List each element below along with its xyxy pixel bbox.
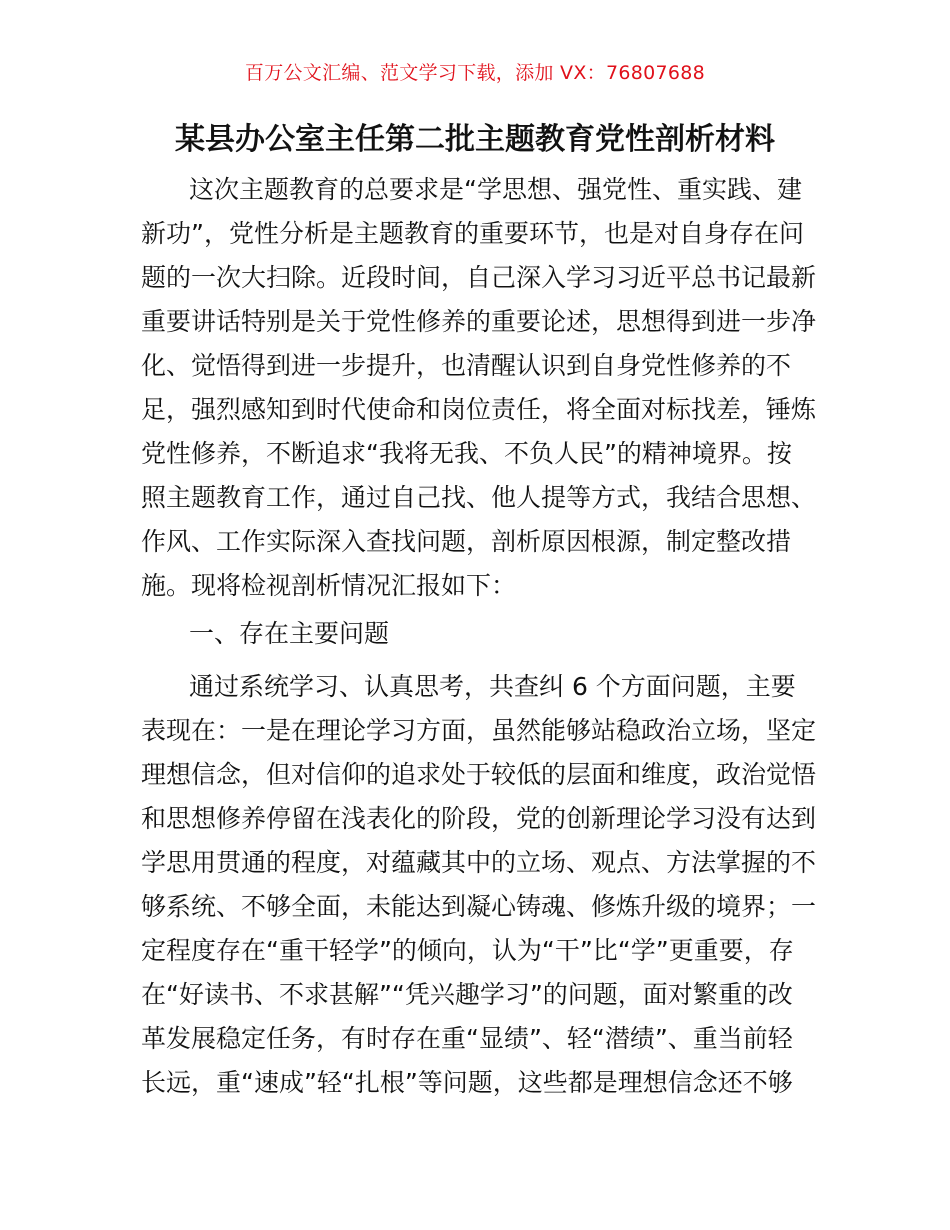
paragraph-line: 党性修养，不断追求“我将无我、不负人民”的精神境界。按 [141, 439, 792, 468]
paragraph-line: 题的一次大扫除。近段时间，自己深入学习习近平总书记最新 [141, 263, 817, 292]
paragraph-line: 革发展稳定任务，有时存在重“显绩”、轻“潜绩”、重当前轻 [141, 1024, 793, 1053]
paragraph-line: 作风、工作实际深入查找问题，剖析原因根源，制定整改措 [141, 527, 792, 556]
paragraph-line: 足，强烈感知到时代使命和岗位责任，将全面对标找差，锤炼 [141, 395, 817, 424]
paragraph-line: 化、觉悟得到进一步提升，也清醒认识到自身党性修养的不 [141, 351, 792, 380]
paragraph-line: 够系统、不够全面，未能达到凝心铸魂、修炼升级的境界；一 [141, 892, 817, 921]
watermark-text: 百万公文汇编、范文学习下载，添加 VX：76807688 [244, 62, 706, 84]
paragraph-line: 和思想修养停留在浅表化的阶段，党的创新理论学习没有达到 [141, 804, 817, 833]
paragraph-line: 照主题教育工作，通过自己找、他人提等方式，我结合思想、 [141, 483, 817, 512]
paragraph-line: 这次主题教育的总要求是“学思想、强党性、重实践、建 [189, 175, 802, 204]
paragraph-line: 通过系统学习、认真思考，共查纠 6 个方面问题，主要 [189, 672, 796, 701]
paragraph-line: 在“好读书、不求甚解”“凭兴趣学习”的问题，面对繁重的改 [141, 980, 793, 1009]
paragraph-line: 理想信念，但对信仰的追求处于较低的层面和维度，政治觉悟 [141, 760, 817, 789]
document-title: 某县办公室主任第二批主题教育党性剖析材料 [175, 122, 775, 157]
paragraph-line: 新功”，党性分析是主题教育的重要环节，也是对自身存在问 [141, 219, 804, 248]
paragraph-line: 定程度存在“重干轻学”的倾向，认为“干”比“学”更重要，存 [141, 936, 794, 965]
paragraph-line: 表现在：一是在理论学习方面，虽然能够站稳政治立场，坚定 [141, 716, 817, 745]
section-heading: 一、存在主要问题 [189, 619, 390, 648]
paragraph-line: 学思用贯通的程度，对蕴藏其中的立场、观点、方法掌握的不 [141, 848, 817, 877]
paragraph-line: 重要讲话特别是关于党性修养的重要论述，思想得到进一步净 [141, 307, 817, 336]
paragraph-line: 长远，重“速成”轻“扎根”等问题，这些都是理想信念还不够 [141, 1068, 793, 1097]
paragraph-line: 施。现将检视剖析情况汇报如下： [141, 571, 517, 600]
